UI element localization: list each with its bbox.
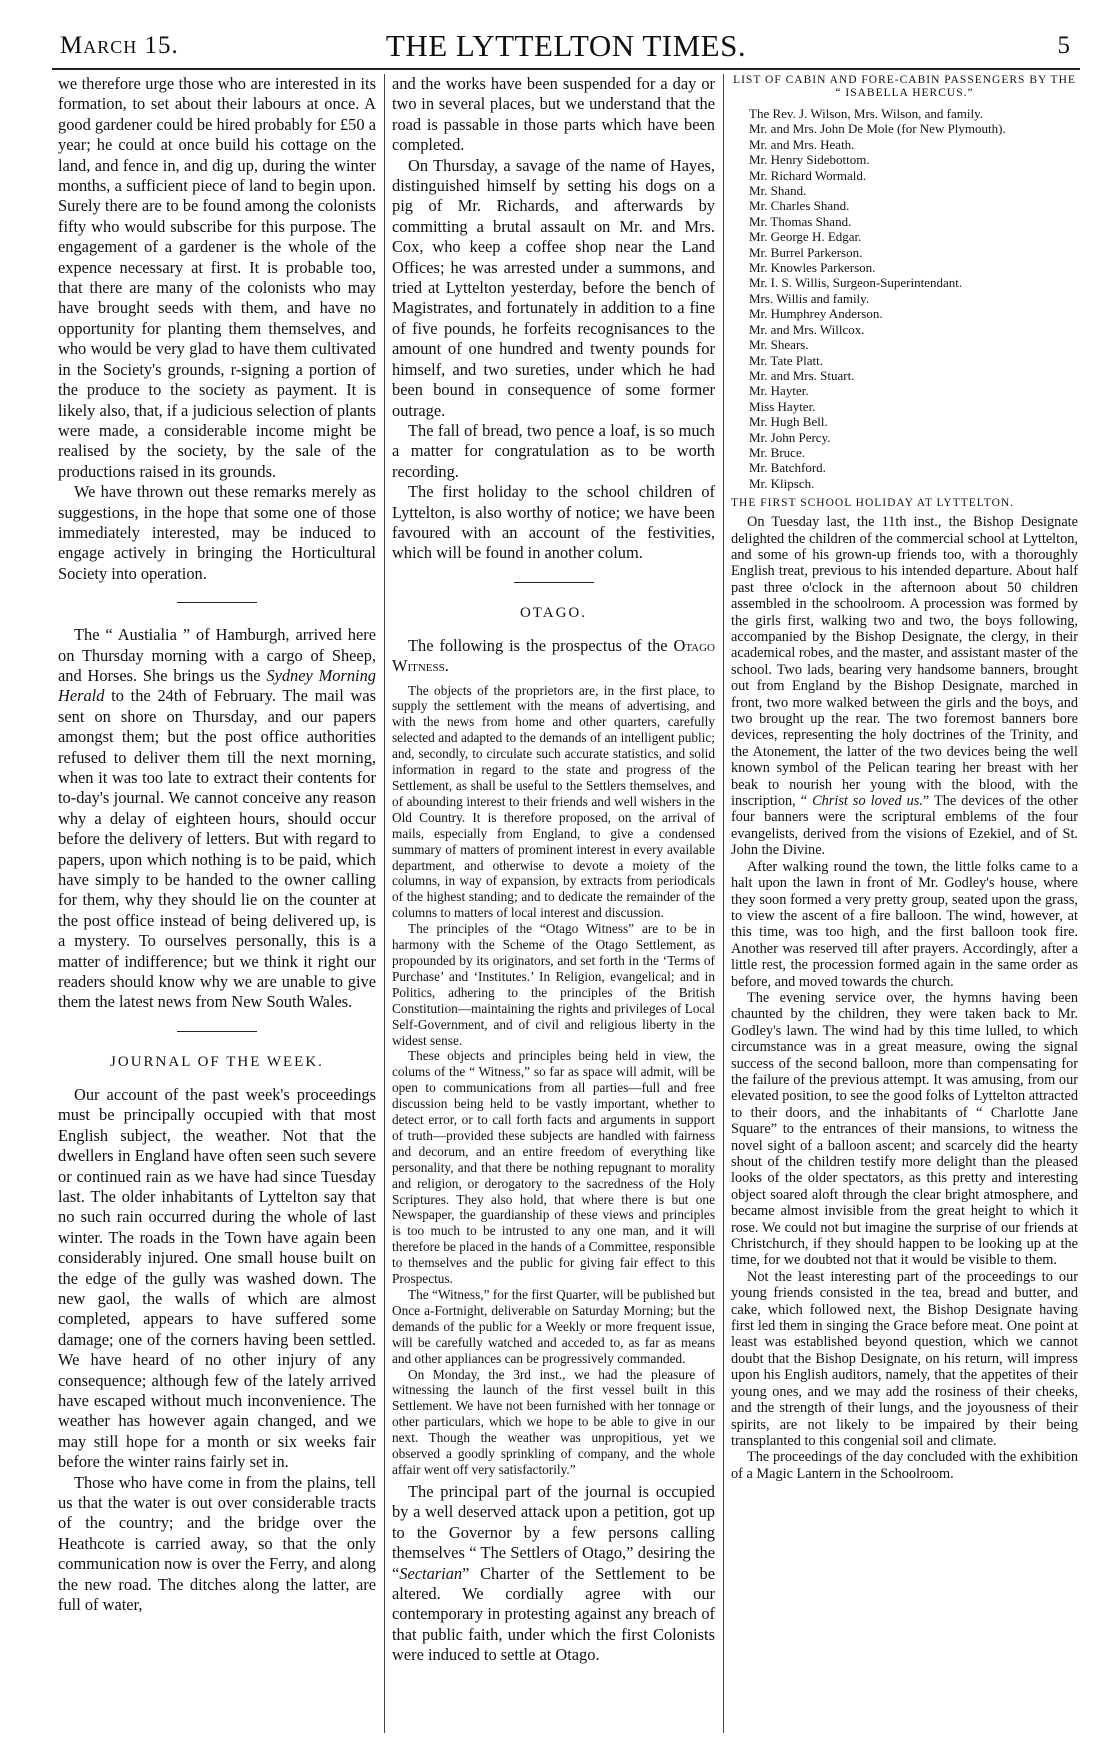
section-heading: OTAGO. (519, 604, 588, 621)
paragraph: On Monday, the 3rd inst., we had the pleasure of witnessing the launch of the first vessel built in this Settlement. We have not been furnished with her tonnage or other particulars, which we hope to be able to give in our next. Though the weather was unpropitious, yet we observed a goodly sprinkling of company, and the whole affair went off very satisfactorily.” (392, 1366, 715, 1477)
paragraph: The principles of the “Otago Witness” are to be in harmony with the Scheme of the Otago Settlement, as propounded by its originators, and set forth in the ‘Terms of Purchase’ and ‘Institutes.’ In Religion, evangelical; and in Politics, adhering to the principles of the British Constitution—maintaining the rights and privileges of Local Self-Government, and of civil and religious liberty in the widest sense. (392, 921, 715, 1048)
list-item: Mr. Tate Platt. (749, 352, 823, 368)
paragraph: The objects of the proprietors are, in the first place, to supply the settlement with the means of advertising, and with the news from home and other quarters, carefully selected and adapted to the demands of an intelligent public; and, secondly, to circulate such accurate statistics, and solid information in regard to the state and progress of the Settlement, as shall be useful to the Settlers themselves, and of abounding interest to their friends and well wishers in the Old Country. It is therefore proposed, on the arrival of mails, especially from England, to give a condensed summary of matters of prominent interest in every available department, and otherwise to devote a moiety of the columns, in way of expansion, by extracts from periodicals of the highest standing; and to dedicate the remainder of the columns to matters of local interest and discussion. (392, 682, 715, 921)
paragraph: and the works have been suspended for a day or two in several places, but we understand that the road is passable in those parts which have been completed. (392, 74, 715, 155)
paragraph: The first holiday to the school children of Lyttelton, is also worthy of notice; we have been favoured with an account of the festivities, which will be found in another colum. (392, 482, 715, 563)
column-rule (384, 74, 385, 1733)
paragraph: The following is the prospectus of the Otago Witness. (392, 635, 715, 676)
list-item: Mr. and Mrs. Stuart. (749, 367, 855, 383)
list-item: Mr. Hayter. (749, 383, 809, 399)
list-item: Mr. Klipsch. (749, 475, 815, 491)
list-item: Mr. Hugh Bell. (749, 414, 828, 430)
list-item: Mr. John Percy. (749, 429, 831, 445)
list-item: Mr. Knowles Parkerson. (749, 260, 876, 276)
paragraph: Not the least interesting part of the proceedings to our young friends consisted in the tea, bread and butter, and cake, which followed next, the Bishop Designate having first led them in singing the Grace before meat. One point at least was established beyond question, which we cannot doubt that the Bishop Designate, on his return, will impress upon his English auditors, namely, that the appetites of their young ones, and we may add the rosiness of their cheeks, and the strength of their lungs, and the joyousness of their spirits, are not likely to be impaired by their being transplanted to this congenial soil and climate. (731, 1268, 1078, 1449)
list-item: Mr. Shears. (749, 337, 809, 353)
paragraph: The fall of bread, two pence a loaf, is so much a matter for congratulation as to be worth recording. (392, 420, 715, 481)
separator (514, 582, 594, 583)
section-heading: JOURNAL OF THE WEEK. (110, 1053, 324, 1070)
paragraph: The “ Austialia ” of Hamburgh, arrived here on Thursday morning with a cargo of Sheep, and Horses. She brings us the Sydney Morning Herald to the 24th of February. The mail was sent on shore on Thursday, and our papers amongst them; but the post office authorities refused to deliver them till the next morning, when it was too late to extract their contents for to-day's journal. We cannot conceive any reason why a delay of eighteen hours, should occur before the delivery of letters. But with regard to papers, upon which nothing is to be paid, which have simply to be handed to the owner calling for them, why they should lie on the counter at the post office instead of being delivered up, is a mystery. To ourselves personally, this is a matter of indifference; but we think it right our readers should know why we are unable to give them the latest news from New South Wales. (58, 625, 376, 1012)
column-2 (392, 74, 715, 1733)
list-item: Mr. George H. Edgar. (749, 229, 862, 245)
list-item: Mr. and Mrs. Heath. (749, 136, 855, 152)
newspaper-title: THE LYTTELTON TIMES. (385, 28, 747, 63)
list-item: Mr. and Mrs. Willcox. (749, 321, 865, 337)
paragraph: Our account of the past week's proceedings must be principally occupied with that most English subject, the weather. Not that the dwellers in England have often seen such severe or continued rain as we have had since Tuesday last. The older inhabitants of Lyttelton say that no such rain occurred during the whole of last winter. The roads in the Town have again been considerably injured. One small house built on the edge of the gully was washed down. The new gaol, the walls of which are almost completed, appears to have suffered some damage; one of the corners having been settled. We have heard of no other injury of any consequence; although few of the lately arrived have escaped without much inconvenience. The weather has however again changed, and we may still hope for a month or six weeks fair before the winter rains fairly set in. (58, 1084, 376, 1472)
list-item: Mr. Batchford. (749, 460, 826, 476)
list-item: Mr. Charles Shand. (749, 198, 850, 214)
paragraph: On Thursday, a savage of the name of Hayes, distinguished himself by setting his dogs on a pig of Mr. Richards, and afterwards by committing a brutal assault on Mr. and Mrs. Cox, who keep a coffee shop near the Land Offices; he was arrested under a summons, and tried at Lyttelton yesterday, before the bench of Magistrates, and fortunately in addition to a fine of five pounds, he forfeits recognisances to the amount of one hundred and twenty pounds for himself, and two sureties, under which he had been bound in consequence of some former outrage. (392, 155, 715, 420)
paragraph: The principal part of the journal is occupied by a well deserved attack upon a petition, got up to the Governor by a few persons calling themselves “ The Settlers of Otago,” desiring the “Sectarian” Charter of the Settlement to be altered. We cordially agree with our contemporary in protesting against any breach of that public faith, under which the first Colonists were induced to settle at Otago. (392, 1481, 715, 1665)
list-item: Mr. Henry Sidebottom. (749, 152, 870, 168)
issue-date: March 15. (60, 32, 179, 59)
article-heading: THE FIRST SCHOOL HOLIDAY AT LYTTELTON. (731, 497, 1015, 510)
paragraph: These objects and principles being held in view, the colums of the “ Witness,” so far as space will admit, will be open to communications from all parties—full and free discussion being held to be vastly important, whether to detect error, or to call forth facts and arguments in support of truth—provided these subjects are handled with fairness and decorum, and an entire freedom of everything like personality, and that there be nothing repugnant to morality and religion, or derogatory to the sacredness of the Holy Scriptures. They also hold, that where there is but one Newspaper, the guardianship of these views and principles is too much to be intrusted to any one man, and it will therefore be placed in the hands of a Committee, responsible to themselves and the public for giving fair effect to this Prospectus. (392, 1048, 715, 1287)
list-item: Mr. Thomas Shand. (749, 213, 852, 229)
separator (177, 602, 257, 603)
list-item: Miss Hayter. (749, 398, 816, 414)
paragraph: After walking round the town, the little folks came to a halt upon the lawn in front of Mr. Godley's house, where they soon formed a very pretty group, seated upon the grass, to view the ascent of a fire balloon. The wind, however, at this time, was too high, and the first balloon took fire. Another was reserved till after prayers. Accordingly, after a little rest, the procession formed again in the same order as before, and moved towards the church. (731, 858, 1078, 990)
column-3 (731, 74, 1078, 1733)
paragraph: The evening service over, the hymns having been chaunted by the children, they were taken back to Mr. Godley's lawn. The wind had by this time lulled, to which circumstance was in a great measure, owing the signal success of the second balloon, more than compensating for the failure of the previous attempt. It was amusing, from our elevated position, to see the good folks of Lyttelton attracted to their doors, and the inhabitants of “ Charlotte Jane Square” to the entrances of their mansions, to witness the novel sight of a balloon ascent; and scarcely did the hearty shout of the children testify more delight than the pleased looks of the older spectators, as this pretty and interesting object soared aloft through the clear bright atmosphere, and became almost invisible from the great height to which it rose. We could not but imagine the surprise of our friends at Christchurch, if they should happen to be looking up at the time, for we doubted not that it would be visible to them. (731, 989, 1078, 1269)
paragraph: we therefore urge those who are interested in its formation, to set about their labours at once. A good gardener could be hired probably for £50 a year; he could at once build his cottage on the land, and fence in, and dig up, during the winter months, a sufficient piece of land to begin upon. Surely there are to be found among the colonists fifty who would subscribe for this purpose. The engagement of a gardener is the whole of the expence necessary at first. It is probable too, that there are many of the colonists who may have brought seeds with them, and have no opportunity for planting them themselves, and who would be very glad to have them cultivated in the Society's grounds, r-signing a portion of the produce to the society as payment. It is likely also, that, if a judicious selection of plants were made, a considerable income might be realised by the society, by the sale of the productions raised in its grounds. (58, 74, 376, 481)
list-item: The Rev. J. Wilson, Mrs. Wilson, and family. (749, 106, 984, 121)
list-item: Mr. and Mrs. John De Mole (for New Plymouth). (749, 121, 1006, 137)
passenger-list (749, 106, 1078, 491)
list-item: Mr. I. S. Willis, Surgeon-Superintendant. (749, 275, 963, 291)
list-item: Mr. Shand. (749, 183, 807, 199)
masthead (52, 28, 1080, 70)
column-rule (723, 74, 724, 1733)
paragraph: On Tuesday last, the 11th inst., the Bishop Designate delighted the children of the commercial school at Lyttelton, and some of his grown-up friends too, with a thoroughly English treat, previous to his intended departure. About half past three o'clock in the afternoon about 50 children assembled in the schoolroom. A procession was formed by the girls first, walking two and two, the boys following, accompanied by the Bishop Designate, the clergy, in their academical robes, and the master, and assistant master of the school. Two lads, bearing very handsome banners, brought out from England by the Bishop Designate, marched in front, two more walked between the girls and the boys, and two brought up the rear. The two foremost banners bore devices, representing the holy doctrines of the Trinity, and the Atonement, the latter of the two devices being the well known symbol of the Pelican tearing her breast with her beak to nourish her young with the blood, with the inscription, “ Christ so loved us.” The devices of the other four banners were the scriptural emblems of the four evangelists, derived from the visions of Ezekiel, and of St. John the Divine. (731, 514, 1078, 859)
list-item: Mr. Burrel Parkerson. (749, 244, 863, 260)
separator (177, 1031, 257, 1032)
list-item: Mrs. Willis and family. (749, 290, 870, 306)
list-item: Mr. Bruce. (749, 444, 805, 460)
list-item: Mr. Humphrey Anderson. (749, 306, 883, 322)
paragraph: Those who have come in from the plains, tell us that the water is out over considerable tracts of the country; and the bridge over the Heathcote is carried away, so that the only communication now is over the Ferry, and along the new road. The ditches along the latter, are full of water, (58, 1472, 376, 1615)
paragraph: We have thrown out these remarks merely as suggestions, in the hope that some one of those immediately interested, may be induced to engage actively in bringing the Horticultural Society into operation. (58, 482, 376, 583)
paragraph: The proceedings of the day concluded with the exhibition of a Magic Lantern in the Schoolroom. (731, 1449, 1078, 1482)
page-number: 5 (1057, 32, 1070, 59)
column-1 (58, 74, 376, 1733)
paragraph: The “Witness,” for the first Quarter, will be published but Once a-Fortnight, deliverable on Saturday Morning; but the demands of the public for a Weekly or more frequent issue, will be carefully watched and acceded to, as far as means and other appliances can be progressively commanded. (392, 1287, 715, 1366)
passenger-list-title: LIST OF CABIN AND FORE-CABIN PASSENGERS BY THE “ ISABELLA HERCUS.” (733, 74, 1076, 99)
list-item: Mr. Richard Wormald. (749, 167, 867, 183)
